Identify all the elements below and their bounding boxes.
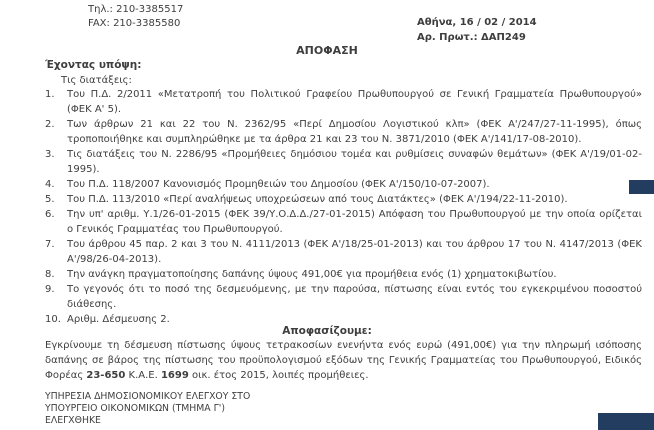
contact-fax: FAX: 210-3385580 [88,18,181,29]
list-item-text: Αριθμ. Δέσμευσης 2. [67,314,170,325]
list-item-number: 1. [45,89,55,100]
date-line: Αθήνα, 16 / 02 / 2014 [417,17,537,28]
list-item-text: Του άρθρου 45 παρ. 2 και 3 του Ν. 4111/2013 (ΦΕΚ Α'/18/25-01-2013) και του άρθρου 17 του Ν. 4147/2013 (ΦΕΚ Α'/98/26-04-2013). [67,239,642,265]
decision-text-part: Κ.Α.Ε. [125,370,161,381]
document-title: ΑΠΟΦΑΣΗ [296,44,358,57]
list-item [45,237,642,267]
provisions-intro: Τις διατάξεις: [61,75,132,86]
decision-text-part: οικ. έτος 2015, λοιπές προμήθειες. [188,370,369,381]
considerations-list [45,87,642,327]
overlapping-window-fragment [629,180,654,194]
list-item-text: Του Π.Δ. 113/2010 «Περί αναλήψεως υποχρεώσεων από τους Διατάκτες» (ΦΕΚ Α'/194/22-11-2010). [67,194,568,205]
list-item [45,192,642,207]
audit-checked-label: ΕΛΕΓΧΘΗΚΕ [45,415,101,426]
audit-service-line1: ΥΠΗΡΕΣΙΑ ΔΗΜΟΣΙΟΝΟΜΙΚΟΥ ΕΛΕΓΧΟΥ ΣΤΟ [45,391,251,402]
audit-service-line2: ΥΠΟΥΡΓΕΙΟ ΟΙΚΟΝΟΜΙΚΩΝ (ΤΜΗΜΑ Γ') [45,403,225,414]
list-item-number: 9. [45,284,55,295]
list-item-number: 2. [45,119,55,130]
overlapping-window-fragment [598,413,654,430]
list-item-text: Του Π.Δ. 2/2011 «Μετατροπή του Πολιτικού Γραφείου Πρωθυπουργού σε Γενική Γραμματεία Πρωθυπουργού» (ΦΕΚ Α' 5). [67,89,642,115]
expense-code: 1699 [160,370,189,381]
list-item-text: Την υπ' αριθμ. Υ.1/26-01-2015 (ΦΕΚ 39/Υ.Ο.Δ.Δ./27-01-2015) Απόφαση του Πρωθυπουργού με την οποία ορίζεται ο Γενικός Γραμματέας του Πρωθυπουργού. [67,209,642,235]
list-item [45,282,642,312]
list-item [45,177,642,192]
list-item-text: Τις διατάξεις του Ν. 2286/95 «Προμήθειες δημόσιου τομέα και ρυθμίσεις συναφών θεμάτων» (ΦΕΚ Α'/19/01-02-1995). [67,149,642,175]
list-item [45,207,642,237]
list-item-text: Το γεγονός ότι το ποσό της δεσμευόμενης, με την παρούσα, πίστωσης είναι εντός του εγκεκριμένου ποσοστού διάθεσης. [67,284,642,310]
list-item [45,117,642,147]
decision-text-part: Εγκρίνουμε τη δέσμευση πίστωσης ύψους τετρακοσίων ενενήντα ενός ευρώ (491,00€) για την πληρωμή ισόποσης δαπάνης σε βάρος της πίστωσης του προϋπολογισμού εξόδων της Γενικής Γραμματείας του Πρωθυπουργού, Ειδικός Φορέας [45,340,642,381]
contact-block [88,0,207,31]
list-item-number: 4. [45,179,55,190]
list-item-number: 8. [45,269,55,280]
list-item [45,87,642,117]
list-item-number: 10. [45,314,61,325]
protocol-number: Αρ. Πρωτ.: ΔΑΠ249 [417,32,526,43]
list-item [45,267,642,282]
list-item-number: 3. [45,149,55,160]
date-protocol-block [417,15,537,45]
list-item-text: Του Π.Δ. 118/2007 Κανονισμός Προμηθειών του Δημοσίου (ΦΕΚ Α'/150/10-07-2007). [67,179,490,190]
list-item-number: 5. [45,194,55,205]
decision-heading: Αποφασίζουμε: [282,325,372,337]
list-item [45,147,642,177]
contact-phone: Τηλ.: 210-3385517 [88,4,184,15]
list-item-number: 6. [45,209,55,220]
list-item-text: Την ανάγκη πραγματοποίησης δαπάνης ύψους 491,00€ για προμήθεια ενός (1) χρηματοκιβωτίου. [67,269,557,280]
budget-code: 23-650 [86,370,126,381]
audit-service-block [45,391,250,427]
having-regard-heading: Έχοντας υπόψη: [45,59,142,71]
list-item-number: 7. [45,239,55,250]
list-item-text: Των άρθρων 21 και 22 του Ν. 2362/95 «Περί Δημοσίου Λογιστικού κλπ» (ΦΕΚ Α'/247/27-11-1995), όπως τροποποιήθηκε και συμπληρώθηκε με τα άρθρα 21 και 23 του Ν. 3871/2010 (ΦΕΚ Α'/141/17-08-2010). [67,119,642,145]
decision-paragraph [45,338,642,383]
